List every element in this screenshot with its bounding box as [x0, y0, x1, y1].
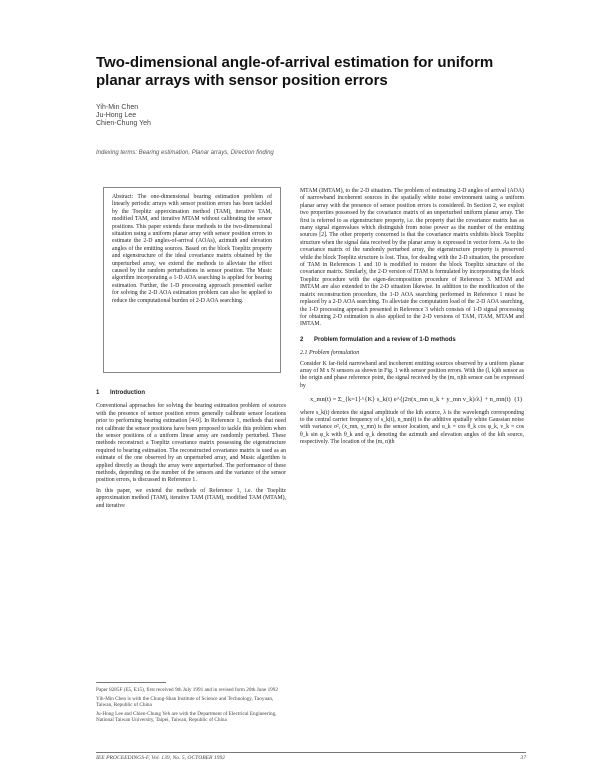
equation-number: (1): [514, 396, 522, 404]
abstract-text: Abstract: The one-dimensional bearing estimation problem of linearly periodic arrays with sensor position errors has been tackled by the Toeplitz approximation method (TAM), iterative TAM, modified TAM, and iterative MTAM without calibrating the sensor positions. This paper extends these methods to the two-dimensional situation using a uniform planar array with sensor position errors to estimate the 2-D angles-of-arrival (AOAs), azimuth and elevation angles of the emitting sources. Based on the block Toeplitz property and eigenstructure of the ideal covariance matrix obtained by the unperturbed array, we extend the methods to alleviate the effect caused by the random perturbations in sensor position. The Music algorithm incorporating a 1-D AOA searching is applied for bearing estimation. Further, the 1-D processing approach presented earlier for solving the 2-D AOA estimation problem can also be applied to reduce the computational burden of 2-D AOA searching.: [112, 194, 272, 304]
author-name: Chien-Chung Yeh: [96, 120, 151, 127]
right-column: [300, 188, 524, 450]
journal-reference: IEE PROCEEDINGS-F, Vol. 139, No. 5, OCTOBER 1992: [96, 755, 226, 761]
body-paragraph: Conventional approaches for solving the bearing estimation problem of sources with the presence of sensor position errors generally calibrate sensor locations prior to performing bearing estimation [4-9]. In Reference 1, methods that need not calibrate the sensor positions have been proposed to tackle this problem when the sensor positions of a uniform linear array are randomly perturbed. These methods reconstruct a Toeplitz covariance matrix possessing the eigenstructure required to bearing estimation. The reconstructed covariance matrix is used as an estimate of the one observed by an unperturbed array, and Music algorithm is applied directly as though the array were unperturbed. The performance of these methods, depending on the number of the sensors and the variance of the sensor position errors, is discussed in Reference 1.: [96, 403, 286, 484]
section-number: 1: [96, 390, 100, 396]
footnote: Ju-Hong Lee and Chien-Chung Yeh are with the Department of Electrical Engineering, National Taiwan University, Taipei, Taiwan, Republic of China: [96, 710, 277, 724]
body-paragraph: Consider K far-field narrowband and incoherent emitting sources observed by a uniform planar array of M x N sensors as shown in Fig. 1 with sensor position errors. With the (l, k)th sensor as the origin and phase reference point, the signal received by the (m, n)th sensor can be expressed by: [300, 360, 524, 389]
equation-expression: x_mn(t) = Σ_{k=1}^{K} s_k(t) e^{j2π(x_mn u_k + y_mn v_k)/λ} + n_mn(t): [310, 396, 511, 404]
left-column: [96, 390, 286, 513]
footer-rule: [96, 752, 526, 753]
indexing-terms: Indexing terms: Bearing estimation, Planar arrays, Direction finding: [96, 150, 274, 156]
equation: [310, 396, 524, 403]
paper-title: Two-dimensional angle-of-arrival estimation for uniform planar arrays with sensor position errors: [96, 54, 494, 89]
body-paragraph: where s_k(t) denotes the signal amplitude of the kth source, λ is the wavelength corresponding to the central carrier frequency of s_k(t), n_mn(t) is the additive spatially white Gaussian noise with variance σ², (x_mn, y_mn) is the sensor location, and u_k = cos θ_k cos φ_k, v_k = cos θ_k sin φ_k with θ_k and φ_k denoting the azimuth and elevation angles of the kth source, respectively. The location of the (m, n)th: [300, 409, 524, 446]
section-heading: [96, 390, 286, 397]
author-name: Yih-Min Chen: [96, 104, 139, 111]
author-name: Ju-Hong Lee: [96, 112, 137, 119]
author-list: [96, 104, 296, 128]
body-paragraph: In this paper, we extend the methods of Reference 1, i.e. the Toeplitz approximation method (TAM), iterative TAM (ITAM), modified TAM (MTAM), and iterative: [96, 487, 286, 509]
subsection-heading: 2.1 Problem formulation: [300, 350, 360, 357]
page-number: 37: [520, 755, 526, 761]
footnotes: [96, 682, 286, 726]
section-title: Problem formulation and a review of 1-D methods: [314, 336, 456, 343]
footnote: Yih-Min Chen is with the Chung-Shan Institute of Science and Technology, Taoyuan, Taiwan, Republic of China: [96, 695, 274, 709]
section-title: Introduction: [110, 390, 145, 396]
section-number: 2: [300, 336, 304, 343]
body-paragraph: MTAM (IMTAM), to the 2-D situation. The problem of estimating 2-D angles of arrival (AOA) of narrowband incoherent sources in the spatially white noise environment using a uniform planar array with the presence of sensor position errors is considered. In Section 2, we exploit two properties possessed by the covariance matrix of an unperturbed uniform planar array. The first is referred to as eigenstructure property, i.e. the property that the covariance matrix has as many signal eigenvalues which distinguish from noise power as the number of the emitting sources [2]. The other property concerned is that the covariance matrix exhibits block Toeplitz structure when the signal data received by the planar array is expressed in vector form. As to the covariance matrix of the randomly perturbed array, the eigenstructure property is preserved while the block Toeplitz structure is lost. Thus, for dealing with the 2-D situation, the procedure of TAM in References 1 and 10 is modified to restore the block Toeplitz structure of the covariance matrix. Similarly, the 2-D version of ITAM is formulated by incorporating the block Toeplitz procedure with the eigen-decomposition procedure of Reference 3. MTAM and IMTAM are also extended to the 2-D situation likewise. In addition to the modification of the matrix reconstruction procedure, the 1-D AOA searching performed in Reference 1 must be replaced by a 2-D AOA searching. To alleviate the computation load of the 2-D AOA searching, the 1-D processing approach presented in Reference 3 which consists of 1-D signal processing for obtaining 2-D estimation is also applied to the 2-D versions of TAM, ITAM, MTAM and IMTAM.: [300, 188, 524, 328]
footnote-rule: [96, 682, 166, 683]
section-heading: [300, 337, 524, 344]
abstract-box: [103, 187, 281, 373]
footnote: Paper 8285F (E5, E15), first received 9th July 1991 and in revised form 20th June 1992: [96, 687, 278, 693]
page-footer: [96, 755, 526, 761]
